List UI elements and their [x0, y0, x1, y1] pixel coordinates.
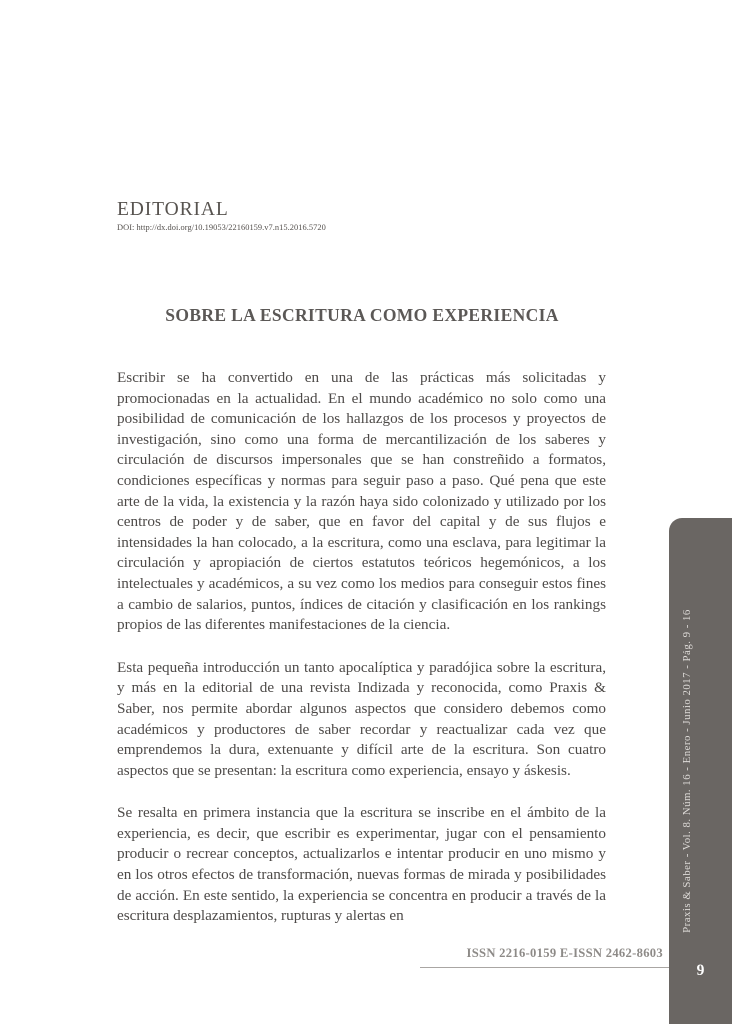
body-paragraph: Esta pequeña introducción un tanto apocalíptica y paradójica sobre la escritura, y más en la editorial de una revista Indizada y reconocida, como Praxis & Saber, nos permite abordar algunos aspectos que considero debemos como académicos y productores de saber recordar y reactualizar cada vez que emprendemos la dura, extenuante y difícil arte de la escritura. Son cuatro aspectos que se presentan: la escritura como experiencia, ensayo y áskesis. — [117, 658, 606, 779]
page-title: SOBRE LA ESCRITURA COMO EXPERIENCIA — [165, 305, 559, 325]
body-paragraph: Se resalta en primera instancia que la escritura se inscribe en el ámbito de la experiencia, es decir, que escribir es experimentar, jugar con el pensamiento producir o recrear conceptos, actualizarlos e intentar producir en uno mismo y en los otros efectos de transformación, nuevas formas de mirada y posibilidades de acción. En este sentido, la experiencia se concentra en producir a través de la escritura desplazamientos, rupturas y alertas en — [117, 804, 606, 925]
header-block — [117, 200, 607, 232]
section-label: EDITORIAL — [117, 199, 229, 220]
body-paragraph: Escribir se ha convertido en una de las prácticas más solicitadas y promocionadas en la actualidad. En el mundo académico no solo como una posibilidad de comunicación de los hallazgos de los procesos y proyectos de investigación, sino como una forma de mercantilización de los saberes y circulación de discursos impersonales que se han constreñido a formatos, condiciones específicas y normas para seguir paso a paso. Qué pena que este arte de la vida, la existencia y la razón haya sido colonizado y utilizado por los centros de poder y de saber, que en favor del capital y de sus flujos e intensidades la han colocado, a la escritura, como una esclava, para legitimar la circulación y apropiación de ciertos estatutos teóricos hegemónicos, a los intelectuales y académicos, a su vez como los medios para conseguir estos fines a cambio de salarios, puntos, índices de citación y clasificación en los rankings propios de las diferentes manifestaciones de la ciencia. — [117, 369, 606, 634]
page-number: 9 — [696, 962, 705, 979]
issn-text: ISSN 2216-0159 E-ISSN 2462-8603 — [466, 946, 663, 960]
side-tab-citation-text: Praxis & Saber - Vol. 8. Núm. 16 - Enero - Junio 2017 - Pág. 9 - 16 — [680, 609, 693, 933]
side-tab-citation-bar — [669, 518, 732, 1024]
doi-link[interactable]: DOI: http://dx.doi.org/10.19053/22160159.v7.n15.2016.5720 — [117, 222, 326, 232]
footer-divider — [420, 967, 669, 968]
body-text-column — [117, 368, 606, 927]
footer-issn-block — [420, 946, 669, 968]
